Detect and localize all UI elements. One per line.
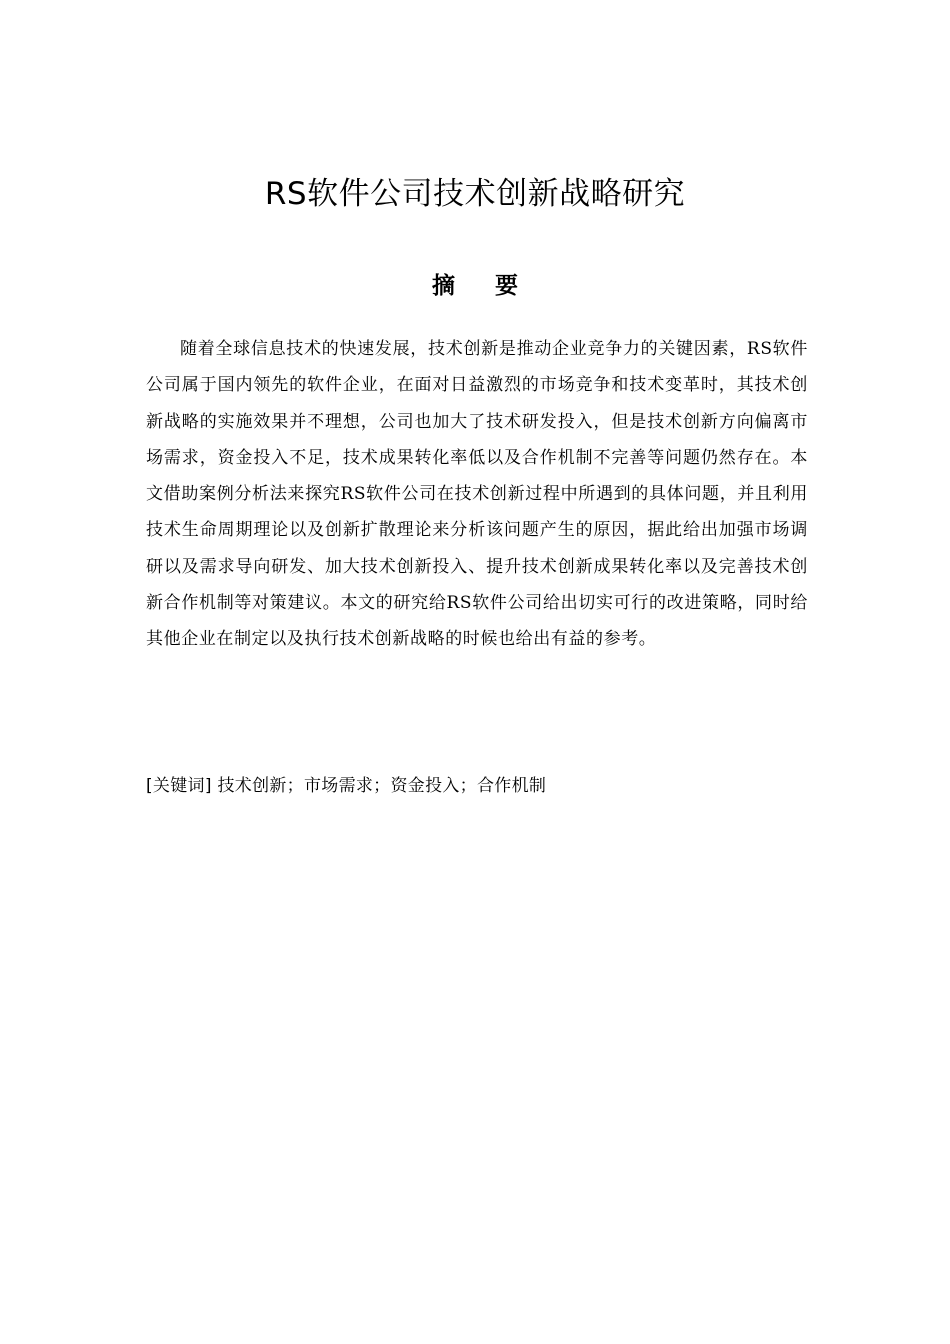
abstract-heading-char-2: 要 [495,273,518,299]
keywords-list: 技术创新；市场需求；资金投入；合作机制 [217,776,547,796]
document-title: RS软件公司技术创新战略研究 [264,176,686,212]
abstract-heading-char-1: 摘 [432,273,455,299]
keywords-label: [关键词] [146,776,212,796]
abstract-paragraph: 随着全球信息技术的快速发展，技术创新是推动企业竞争力的关键因素，RS软件公司属于国内领先的软件企业，在面对日益激烈的市场竞争和技术变革时，其技术创新战略的实施效果并不理想，公司也加大了技术研发投入，但是技术创新方向偏离市场需求，资金投入不足，技术成果转化率低以及合作机制不完善等问题仍然存在。本文借助案例分析法来探究RS软件公司在技术创新过程中所遇到的具体问题，并且利用技术生命周期理论以及创新扩散理论来分析该问题产生的原因，据此给出加强市场调研以及需求导向研发、加大技术创新投入、提升技术创新成果转化率以及完善技术创新合作机制等对策建议。本文的研究给RS软件公司给出切实可行的改进策略，同时给其他企业在制定以及执行技术创新战略的时候也给出有益的参考。 [146,339,808,650]
abstract-heading [0,268,950,304]
keywords-line [146,768,808,804]
